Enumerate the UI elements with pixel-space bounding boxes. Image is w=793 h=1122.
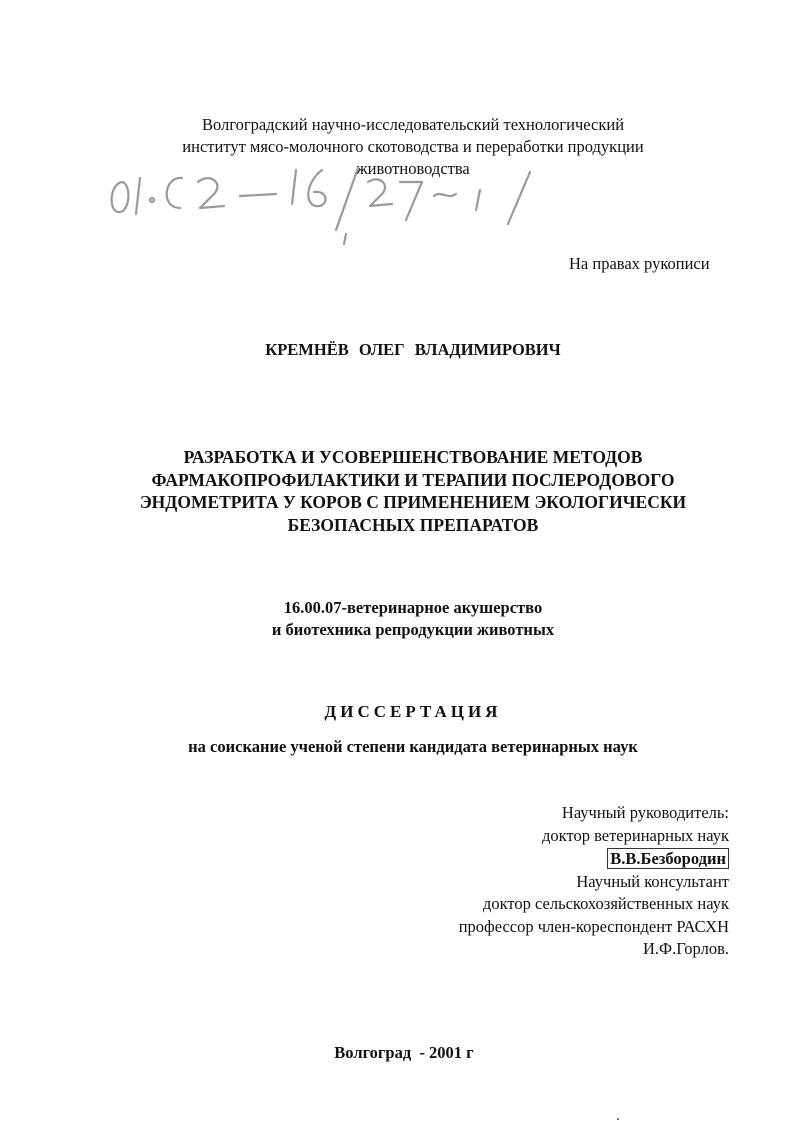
- title-line: БЕЗОПАСНЫХ ПРЕПАРАТОВ: [287, 514, 539, 535]
- dissertation-title: [0, 446, 793, 536]
- title-line: ЭНДОМЕТРИТА У КОРОВ С ПРИМЕНЕНИЕМ ЭКОЛОГИЧЕСКИ: [139, 492, 687, 512]
- supervisor-name: В.В.Безбородин: [607, 848, 729, 869]
- advisors-block: [459, 802, 729, 961]
- title-line: РАЗРАБОТКА И УСОВЕРШЕНСТВОВАНИЕ МЕТОДОВ: [183, 447, 643, 467]
- institution-line: животноводства: [356, 159, 470, 178]
- institution-line: институт мясо-молочного скотоводства и переработки продукции: [182, 137, 644, 156]
- supervisor-label: Научный руководитель:: [561, 803, 729, 822]
- supervisor-name-row: [459, 847, 729, 871]
- specialty-code: [0, 597, 793, 641]
- consultant-title: профессор член-кореспондент РАСХН: [458, 916, 729, 936]
- specialty-line: и биотехника репродукции животных: [271, 620, 555, 639]
- scan-speck: [617, 1118, 619, 1120]
- consultant-title: доктор сельскохозяйственных наук: [482, 894, 729, 913]
- consultant-label: Научный консультант: [576, 871, 729, 891]
- specialty-line: 16.00.07-ветеринарное акушерство: [283, 598, 543, 617]
- city-year: Волгоград - 2001 г: [334, 1043, 474, 1062]
- title-line: ФАРМАКОПРОФИЛАКТИКИ И ТЕРАПИИ ПОСЛЕРОДОВОГО: [151, 469, 675, 490]
- consultant-name: И.Ф.Горлов.: [643, 939, 729, 958]
- supervisor-title: доктор ветеринарных наук: [542, 825, 729, 845]
- document-type: ДИССЕРТАЦИЯ: [324, 702, 502, 721]
- author-name: КРЕМНЁВ ОЛЕГ ВЛАДИМИРОВИЧ: [265, 340, 561, 359]
- handwritten-archive-mark: [100, 160, 560, 250]
- degree-statement: на соискание ученой степени кандидата ветеринарных наук: [188, 737, 638, 756]
- institution-line: Волгоградский научно-исследовательский технологический: [201, 115, 625, 134]
- rights-note: На правах рукописи: [569, 254, 710, 273]
